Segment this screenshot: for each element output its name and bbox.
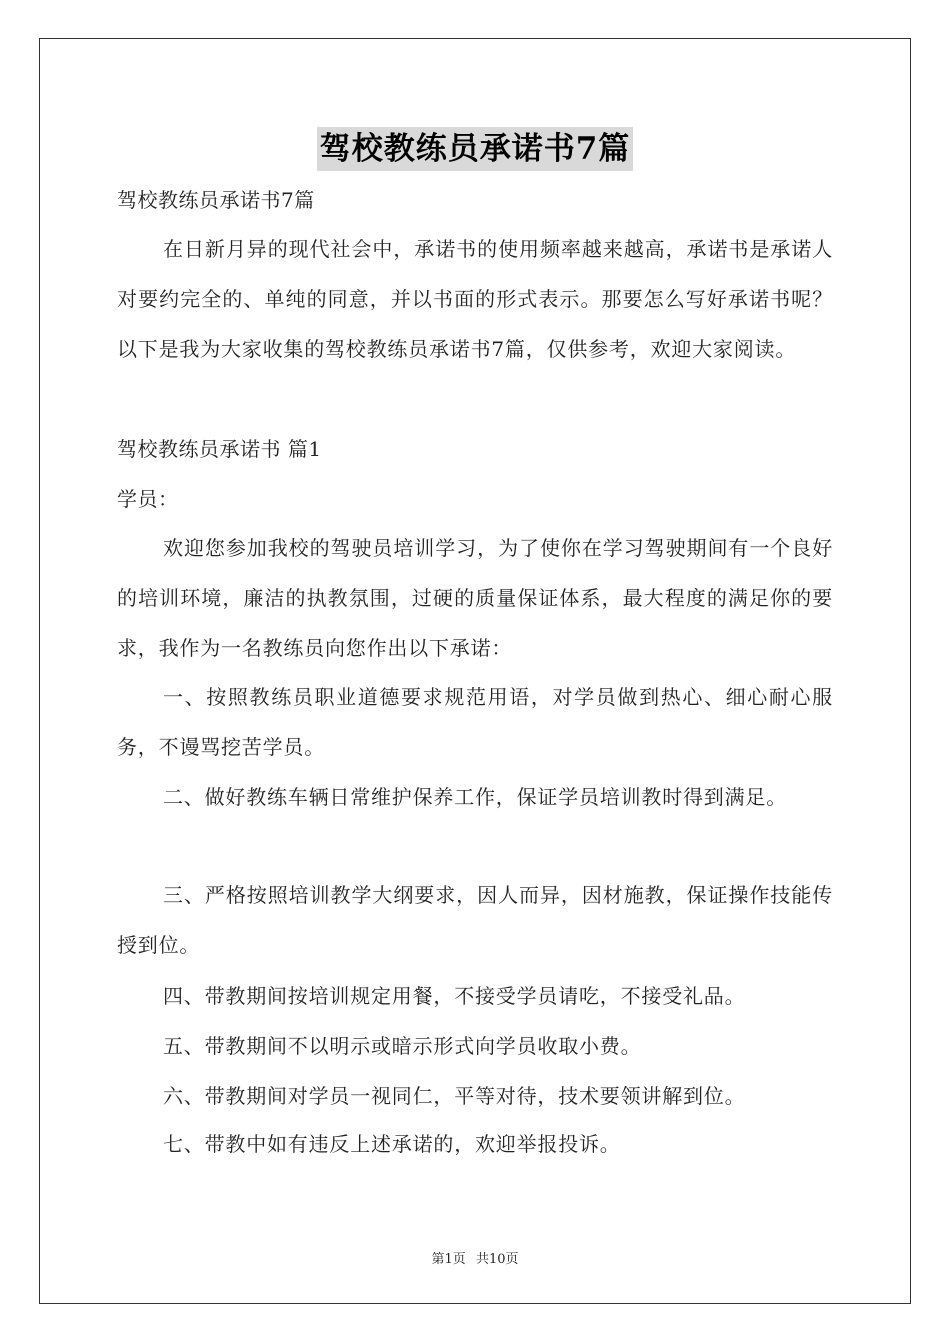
document-title: 驾校教练员承诺书7篇 [317, 127, 634, 171]
commitment-item: 一、按照教练员职业道德要求规范用语，对学员做到热心、细心耐心服务，不谩骂挖苦学员。 [117, 685, 833, 759]
commitment-item: 二、做好教练车辆日常维护保养工作，保证学员培训教时得到满足。 [163, 785, 787, 809]
commitment-item: 三、严格按照培训教学大纲要求，因人而异，因材施教，保证操作技能传授到位。 [117, 883, 833, 957]
body-paragraph: 欢迎您参加我校的驾驶员培训学习，为了使你在学习驾驶期间有一个良好的培训环境，廉洁的执教氛围，过硬的质量保证体系，最大程度的满足你的要求，我作为一名教练员向您作出以下承诺： [117, 536, 833, 660]
commitment-item: 七、带教中如有违反上述承诺的，欢迎举报投诉。 [163, 1132, 621, 1156]
salutation: 学员： [117, 487, 179, 511]
page-number: 第1页 [431, 1252, 466, 1267]
document-subtitle: 驾校教练员承诺书7篇 [117, 188, 315, 212]
section-heading: 驾校教练员承诺书 篇1 [117, 437, 322, 461]
commitment-item: 五、带教期间不以明示或暗示形式向学员收取小费。 [163, 1034, 642, 1058]
page-footer [0, 1248, 950, 1267]
commitment-item: 四、带教期间按培训规定用餐，不接受学员请吃，不接受礼品。 [163, 984, 746, 1008]
intro-paragraph: 在日新月异的现代社会中，承诺书的使用频率越来越高，承诺书是承诺人对要约完全的、单纯的同意，并以书面的形式表示。那要怎么写好承诺书呢？以下是我为大家收集的驾校教练员承诺书7篇，仅供参考，欢迎大家阅读。 [117, 237, 833, 361]
commitment-item: 六、带教期间对学员一视同仁，平等对待，技术要领讲解到位。 [163, 1084, 746, 1108]
page-total: 共10页 [475, 1252, 519, 1267]
title-container [0, 127, 950, 171]
